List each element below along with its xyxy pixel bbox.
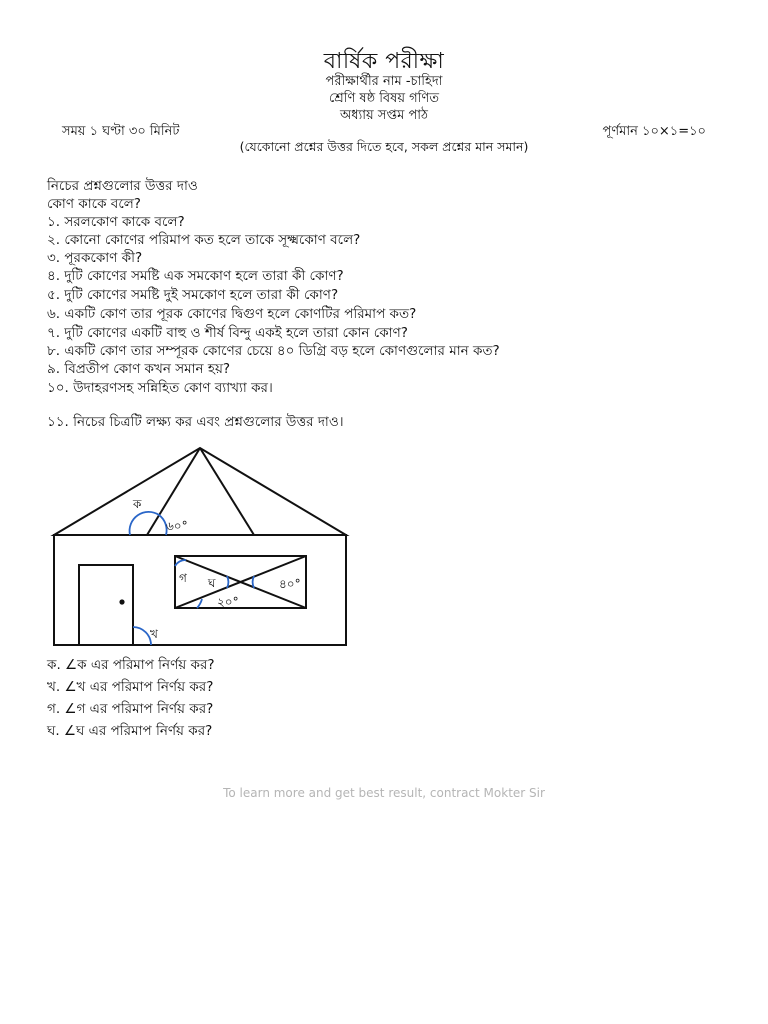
label-ka: ক <box>133 497 142 511</box>
subtitle-chapter: অধ্যায় সপ্তম পাঠ <box>339 108 429 123</box>
question-5: ৫. দুটি কোণের সমষ্টি দুই সমকোণ হলে তারা কী কোণ? <box>47 287 339 303</box>
sub-question-ka: ক. ∠ক এর পরিমাপ নির্ণয় কর? <box>47 657 215 673</box>
question-lead: কোণ কাকে বলে? <box>47 196 141 212</box>
exam-time: সময় ১ ঘণ্টা ৩০ মিনিট <box>62 124 180 139</box>
section2-intro: ১১. নিচের চিত্রটি লক্ষ্য কর এবং প্রশ্নগুলোর উত্তর দাও। <box>47 414 344 430</box>
question-2: ২. কোনো কোণের পরিমাপ কত হলে তাকে সূক্ষ্মকোণ বলে? <box>47 232 361 248</box>
label-gha: ঘ <box>208 576 216 590</box>
label-angle-20: ২০° <box>217 595 239 609</box>
question-9: ৯. বিপ্রতীপ কোণ কখন সমান হয়? <box>47 361 231 377</box>
section1-intro: নিচের প্রশ্নগুলোর উত্তর দাও <box>47 178 198 194</box>
question-4: ৪. দুটি কোণের সমষ্টি এক সমকোণ হলে তারা কী কোণ? <box>47 268 344 284</box>
exam-marks: পূর্ণমান ১০×১=১০ <box>602 124 706 139</box>
question-1: ১. সরলকোণ কাকে বলে? <box>47 214 185 230</box>
sub-question-gha: ঘ. ∠ঘ এর পরিমাপ নির্ণয় কর? <box>47 723 213 739</box>
question-10: ১০. উদাহরণসহ সন্নিহিত কোণ ব্যাখ্যা কর। <box>47 380 273 396</box>
house-angle-figure <box>47 442 352 648</box>
exam-title: বার্ষিক পরীক্ষা <box>323 49 445 74</box>
question-8: ৮. একটি কোণ তার সম্পূরক কোণের চেয়ে ৪০ ডিগ্রি বড় হলে কোণগুলোর মান কত? <box>47 343 500 359</box>
sub-question-kha: খ. ∠খ এর পরিমাপ নির্ণয় কর? <box>47 679 214 695</box>
subtitle-class-subject: শ্রেণি ষষ্ঠ বিষয় গণিত <box>329 91 439 106</box>
label-ga: গ <box>179 571 187 585</box>
question-6: ৬. একটি কোণ তার পূরক কোণের দ্বিগুণ হলে কোণটির পরিমাপ কত? <box>47 306 417 322</box>
label-angle-40: ৪০° <box>279 577 301 591</box>
footer-note: To learn more and get best result, contract Mokter Sir <box>223 786 545 800</box>
door-knob <box>119 599 124 604</box>
label-kha: খ <box>150 627 158 641</box>
question-7: ৭. দুটি কোণের একটি বাহু ও শীর্ষ বিন্দু একই হলে তারা কোন কোণ? <box>47 325 408 341</box>
exam-instructions: (যেকোনো প্রশ্নের উত্তর দিতে হবে, সকল প্রশ্নের মান সমান) <box>239 139 529 154</box>
question-3: ৩. পূরককোণ কী? <box>47 250 143 266</box>
sub-question-ga: গ. ∠গ এর পরিমাপ নির্ণয় কর? <box>47 701 214 717</box>
subtitle-candidate: পরীক্ষার্থীর নাম -চাহিদা <box>325 74 443 89</box>
label-angle-60: ৬০° <box>166 519 188 533</box>
